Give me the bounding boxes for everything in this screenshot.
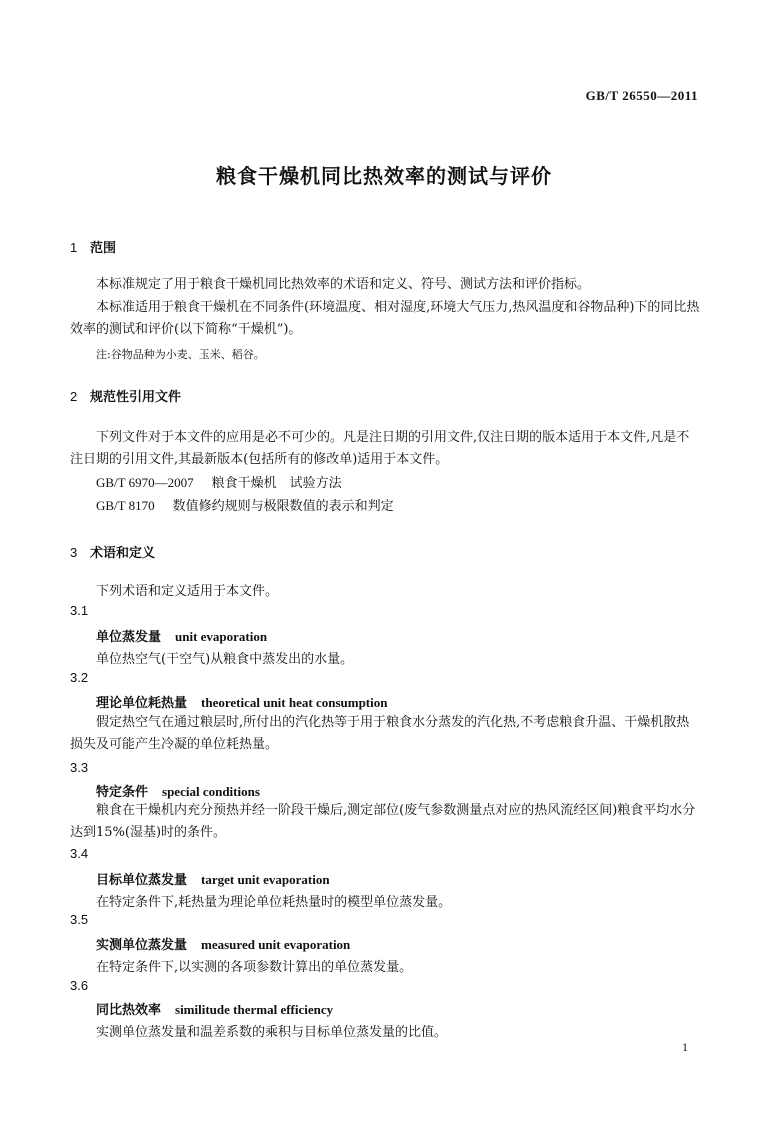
term-en: theoretical unit heat consumption: [201, 695, 388, 710]
reference-item-2: [96, 495, 394, 514]
section-1-title: 范围: [90, 241, 117, 256]
term-heading: [96, 626, 267, 645]
term-heading: [96, 781, 260, 800]
term-number: 3.2: [70, 670, 89, 685]
section-1-paragraph-1: 本标准规定了用于粮食干燥机同比热效率的术语和定义、符号、测试方法和评价指标。: [96, 277, 591, 292]
term-en: target unit evaporation: [201, 872, 330, 887]
section-3-heading: [70, 542, 155, 561]
page-number: 1: [682, 1040, 688, 1054]
term-definition: 在特定条件下,耗热量为理论单位耗热量时的模型单位蒸发量。: [96, 895, 452, 910]
reference-code: GB/T 8170: [96, 498, 155, 513]
term-zh: 理论单位耗热量: [96, 696, 188, 711]
section-2-heading: [70, 386, 181, 405]
term-definition: 在特定条件下,以实测的各项参数计算出的单位蒸发量。: [96, 960, 413, 975]
section-3-title: 术语和定义: [90, 546, 156, 561]
term-zh: 特定条件: [96, 785, 149, 800]
term-number: 3.3: [70, 760, 89, 775]
document-title: 粮食干燥机同比热效率的测试与评价: [216, 164, 552, 188]
term-definition: 单位热空气(干空气)从粮食中蒸发出的水量。: [96, 652, 354, 667]
term-definition: 粮食在干燥机内充分预热并经一阶段干燥后,测定部位(废气参数测量点对应的热风流经区间)粮食平均水分达到15%(湿基)时的条件。: [70, 803, 696, 840]
reference-title: 数值修约规则与极限数值的表示和判定: [172, 499, 394, 514]
term-number: 3.5: [70, 912, 89, 927]
term-number: 3.4: [70, 846, 89, 861]
term-number: 3.1: [70, 603, 89, 618]
term-zh: 目标单位蒸发量: [96, 873, 188, 888]
standard-code: GB/T 26550—2011: [585, 88, 698, 103]
term-heading: [96, 869, 330, 888]
section-1-number: 1: [70, 240, 78, 255]
term-definition: 实测单位蒸发量和温差系数的乘积与目标单位蒸发量的比值。: [96, 1025, 448, 1040]
reference-title: 粮食干燥机 试验方法: [211, 476, 342, 491]
section-1-heading: [70, 237, 116, 256]
reference-code: GB/T 6970—2007: [96, 475, 194, 490]
term-heading: [96, 692, 387, 711]
term-zh: 同比热效率: [96, 1003, 162, 1018]
term-en: unit evaporation: [175, 629, 268, 644]
section-1-note: 注:谷物品种为小麦、玉米、稻谷。: [96, 348, 265, 361]
reference-item-1: [96, 472, 342, 491]
section-2-number: 2: [70, 389, 78, 404]
section-2-paragraph: 下列文件对于本文件的应用是必不可少的。凡是注日期的引用文件,仅注日期的版本适用于本文件,凡是不注日期的引用文件,其最新版本(包括所有的修改单)适用于本文件。: [70, 430, 690, 467]
term-heading: [96, 934, 350, 953]
term-en: measured unit evaporation: [201, 937, 351, 952]
term-definition: 假定热空气在通过粮层时,所付出的汽化热等于用于粮食水分蒸发的汽化热,不考虑粮食升温、干燥机散热损失及可能产生冷凝的单位耗热量。: [70, 715, 690, 752]
term-heading: [96, 999, 333, 1018]
section-1-paragraph-2: 本标准适用于粮食干燥机在不同条件(环境温度、相对湿度,环境大气压力,热风温度和谷物品种)下的同比热效率的测试和评价(以下简称“干燥机”)。: [70, 300, 700, 337]
section-2-title: 规范性引用文件: [90, 390, 182, 405]
term-en: special conditions: [162, 784, 260, 799]
section-3-number: 3: [70, 545, 78, 560]
term-zh: 单位蒸发量: [96, 630, 162, 645]
term-number: 3.6: [70, 978, 89, 993]
term-en: similitude thermal efficiency: [175, 1002, 334, 1017]
term-zh: 实测单位蒸发量: [96, 938, 188, 953]
section-3-intro: 下列术语和定义适用于本文件。: [96, 584, 279, 599]
